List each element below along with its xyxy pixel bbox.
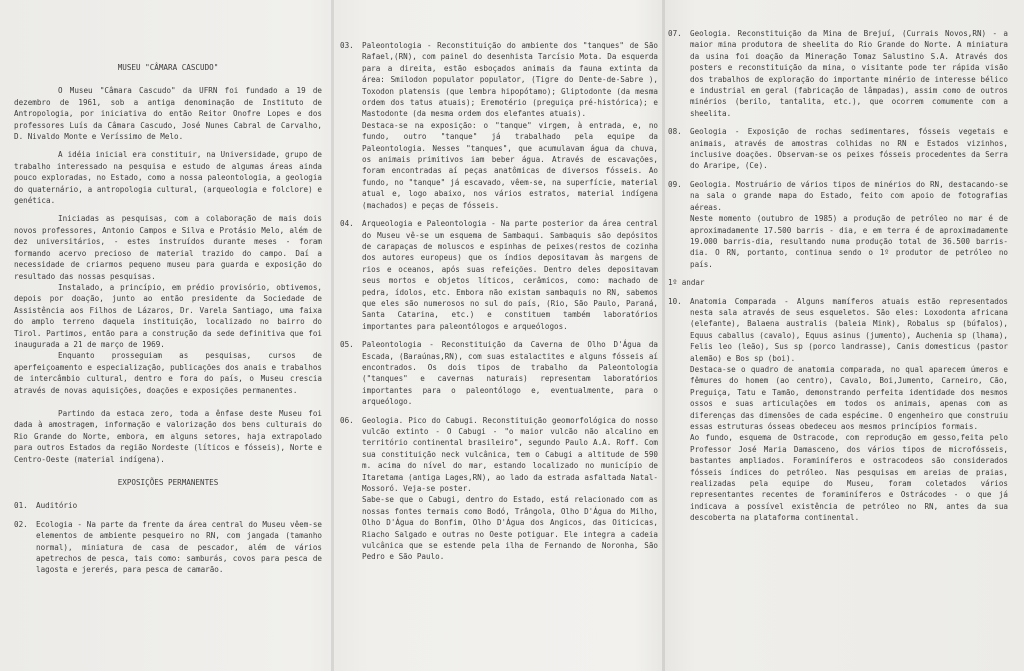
- paragraph: A idéia inicial era constituir, na Universidade, grupo de trabalho interessado na pesquisa e estudo de algumas áreas ainda pouco exploradas, no Estado, como a nossa paleontologia, a geologia do quaternário, a antropologia cultural, (arqueologia e folclore) e genética.: [14, 150, 322, 206]
- entry-body: [690, 296, 1008, 524]
- entry-number: 03.: [340, 41, 354, 50]
- paragraph: O Museu "Câmara Cascudo" da UFRN foi fundado a 19 de dezembro de 1961, sob a antiga denominação de Instituto de Antropologia, por iniciativa do então Reitor Onofre Lopes e dos professores Luís da Câmara Cascudo, José Nunes Cabral de Carvalho, D. Nivaldo Monte e Veríssimo de Melo.: [14, 86, 322, 142]
- exhibit-entry: [14, 500, 322, 511]
- entry-text-extra-2: Ao fundo, esquema de Ostracode, com reprodução em gesso,feita pelo Professor José Maria Damasceno, dos vários tipos de microfósseis, bastantes ampliados. Foraminíferos e ostracodeos são considerados fósseis índices do petróleo. Nas pesquisas em areias de praias, realizadas pela equipe do Museu, foram coletados vários representantes recentes de foraminíferos e Ostrácodes - o que já indicava a possível existência de petróleo no RN, antes da sua descoberta na plataforma continental.: [690, 433, 1008, 523]
- entry-text-extra: Destaca-se o quadro de anatomia comparada, no qual aparecem úmeros e fêmures do homem (ao centro), Cavalo, Boi,Jumento, Carneiro, Cão, Preguiça, Tatu e Tamão, demonstrando perfeita identidade dos mesmos ossos e suas articulações em todos os animais, apenas com as diferenças das dimensões de cada espécime. O engenheiro que construiu essas estruturas ósseas obedeceu aos mesmos princípios formais.: [690, 364, 1008, 431]
- exhibit-entry: [340, 40, 658, 211]
- column-2: [340, 0, 658, 563]
- entry-text: Arqueologia e Paleontologia - Na parte posterior da área central do Museu vê-se um esquema de Sambaqui. Sambaquis são depósitos de carapaças de moluscos e espinhas de peixes(restos de cozinha dos autores europeus) que os índios depositavam às margens de rios e oceanos, após suas refeições. Dentro deles depositavam seus mortos e objetos líticos, cerâmicos, como: machado de pedra, ídolos, etc. Embora não existam sambaquis no RN, sabemos que eles são numerosos no sul do país, (Rio, São Paulo, Paraná, Santa Catarina, etc.) e constituem também laboratórios importantes para paleontólogos e arqueólogos.: [362, 219, 658, 331]
- entry-text: Geologia - Exposição de rochas sedimentares, fósseis vegetais e animais, através de amostras colhidas no RN e Estados vizinhos, inclusive doações. Observam-se os peixes fósseis procedentes da Serra do Araripe, (Ce).: [690, 127, 1008, 171]
- entry-text-extra: Neste momento (outubro de 1985) a produção de petróleo no mar é de aproximadamente 17.500 barris - dia, e em terra é de aproximadamente 19.000 barris-dia, resultando numa produção total de 36.500 barris-dia. O RN, portanto, continua sendo o 1º produtor de petróleo no país.: [690, 214, 1008, 269]
- entry-text: Paleontologia - Reconstituição do ambiente dos "tanques" de São Rafael,(RN), com painel do desenhista Tarcísio Mota. Da esquerda para a direita, estão esboçados animais da fauna extinta da área: Smilodon populator populator, (Tigre do Dente-de-Sabre ), Toxodon platensis (que lembra hipopótamo); Gliptodonte (da mesma ordem dos tatus atuais); Eremotério (preguiça pré-histórica); e Mastodonte (da mesma ordem dos elefantes atuais).: [362, 41, 658, 119]
- page-fold: [662, 0, 665, 671]
- entry-number: 07.: [668, 29, 682, 38]
- paragraph: Enquanto prosseguiam as pesquisas, cursos de aperfeiçoamento e especialização, publicações dos anais e trabalhos de intercâmbio cultural, dentro e fora do país, o Museu crescia através de novas aquisições, doações e exposições permanentes.: [14, 351, 322, 395]
- entry-number: 05.: [340, 340, 354, 350]
- document-title: MUSEU "CÂMARA CASCUDO": [117, 63, 219, 72]
- paragraph: Iniciadas as pesquisas, com a colaboração de mais dois novos professores, Antonio Campos e Silva e Protásio Melo, além de dez universitários, - estes instruídos durante meses - foram formando acervo precioso de material trazido do campo. Daí a necessidade de criarmos pequeno museu para guarda e exposição do resultado das nossas pesquisas.: [14, 214, 322, 281]
- entry-number: 10.: [668, 296, 682, 306]
- exhibit-entry: [340, 218, 658, 332]
- entry-text: Paleontologia - Reconstituição da Caverna de Olho D'Água da Escada, (Baraúnas,RN), com suas estalactites e alguns fósseis aí encontrados. Os dois tipos de trabalho da Paleontologia ("tanques" e cavernas naturais) representam laboratórios importantes para o paleontólogo e, eventualmente, para o arqueólogo.: [362, 340, 658, 407]
- exhibit-entry: [340, 339, 658, 407]
- entry-text: Geologia. Pico do Cabugi. Reconstituição geomorfológica do nosso vulcão extinto - O Cabugi - "o maior vulcão não alcalino em território continental brasileiro", segundo Paulo A.A. Roff. Com sua constituição neck vulcânica, tem o Cabugi a altitude de 590 m. acima do nível do mar, estando localizado no município de Itaretama (antiga Lages,RN), ao lado da estrada asfaltada Natal-Mossoró. Veja-se poster.: [362, 415, 658, 494]
- entry-number: 08.: [668, 127, 682, 137]
- entry-body: [362, 415, 658, 563]
- paragraph: Partindo da estaca zero, toda a ênfase deste Museu foi dada à amostragem, informação e valorização dos bens culturais do Rio Grande do Norte, embora, em alguns setores, haja extrapolado para outros Estados da região Nordeste (líticos e fósseis), Norte e Centro-Oeste (material indígena).: [14, 408, 322, 464]
- entry-number: 01.: [14, 501, 28, 511]
- entry-text-extra: Destaca-se na exposição: o "tanque" virgem, à entrada, e, no fundo, outro "tanque" já trabalhado pela equipe da Paleontologia. Nesses "tanques", que acumulavam água da chuva, os animais primitivos iam beber água. Através de escavações, foram encontradas aí peças anatômicas de diversos fósseis. Ao fundo, no "tanque" já escavado, vêem-se, na superfície, material atual e, logo abaixo, nos vários estratos, material indígena (machados) e peças de fósseis.: [362, 120, 658, 210]
- entry-text: Geologia. Reconstituição da Mina de Brejuí, (Currais Novos,RN) - a maior mina produtora de sheelita do Rio Grande do Norte. A miniatura da usina foi doação da Mineração Tomaz Salustino S.A. Através dos posters e reconstituição da mina, o visitante pode ter rápida visão dos trabalhos de exploração do importante minério de interesse bélico e industrial em geral (fabricação de lâmpadas), assim como de outros minérios (berilo, tantalita, etc.), que ocorrem comumente com a sheelita.: [690, 29, 1008, 118]
- exhibit-entry: [668, 296, 1008, 524]
- entry-number: 02.: [14, 519, 28, 529]
- column-1: [14, 0, 322, 576]
- entry-number: 06.: [340, 415, 354, 425]
- section-heading: EXPOSIÇÕES PERMANENTES: [117, 478, 219, 487]
- exhibit-entry: [668, 28, 1008, 119]
- entry-text: Anatomia Comparada - Alguns mamíferos atuais estão representados nesta sala através de seus esqueletos. São eles: Loxodonta africana (elefante), Balaena australis (baleia Mink), Robalus sp (búfalos), Equus caballus (cavalo), Equus asinus (jumento), Auchenia sp (lhama), Felis leo (leão), Sus sp (porco landrasse), Canis domesticus (pastor alemão) e Bos sp (boi).: [690, 296, 1008, 363]
- entry-number: 04.: [340, 219, 354, 229]
- entry-text: Geologia. Mostruário de vários tipos de minérios do RN, destacando-se na sala o grande mapa do Estado, feito com apoio de fotografias aéreas.: [690, 179, 1008, 212]
- page-fold: [331, 0, 334, 671]
- exhibit-entry: [668, 126, 1008, 172]
- floor-subheading: 1º andar: [668, 278, 705, 288]
- paragraph: Instalado, a princípio, em prédio provisório, obtivemos, depois por doação, junto ao então presidente da Sociedade de Assistência aos Filhos de Lázaros, Dr. Varela Santiago, uma faixa do amplo terreno daquela instituição, localizado no bairro do Tirol. Partimos, então para a construção da sede definitiva que foi inaugurada a 21 de março de 1969.: [14, 282, 322, 349]
- entry-text-extra: Sabe-se que o Cabugi, dentro do Estado, está relacionado com as nossas fontes termais como Bodó, Trângola, Olho D'Água do Milho, Olho D'Água do Bonfim, Olho D'Água dos Angicos, das Oiticicas, Riacho Salgado e outras no Oeste potiguar. Ele integra a cadeia vulcânica que se estende pela ilha de Fernando de Noronha, São Pedro e São Paulo.: [362, 495, 658, 562]
- entry-body: [690, 179, 1008, 270]
- entry-text: Ecologia - Na parte da frente da área central do Museu vêem-se elementos de ambiente pesqueiro no RN, com jangada (tamanho normal), miniatura de casa de pescador, além de vários apetrechos de pesca, tais como: samburás, covos para pesca de lagosta e jererés, para pesca de camarão.: [36, 519, 322, 575]
- exhibit-entry: [14, 519, 322, 576]
- entry-text: Auditório: [36, 501, 78, 511]
- entry-body: [362, 40, 658, 211]
- exhibit-entry: [340, 415, 658, 563]
- column-3: [668, 0, 1008, 524]
- entry-number: 09.: [668, 179, 682, 189]
- exhibit-entry: [668, 179, 1008, 270]
